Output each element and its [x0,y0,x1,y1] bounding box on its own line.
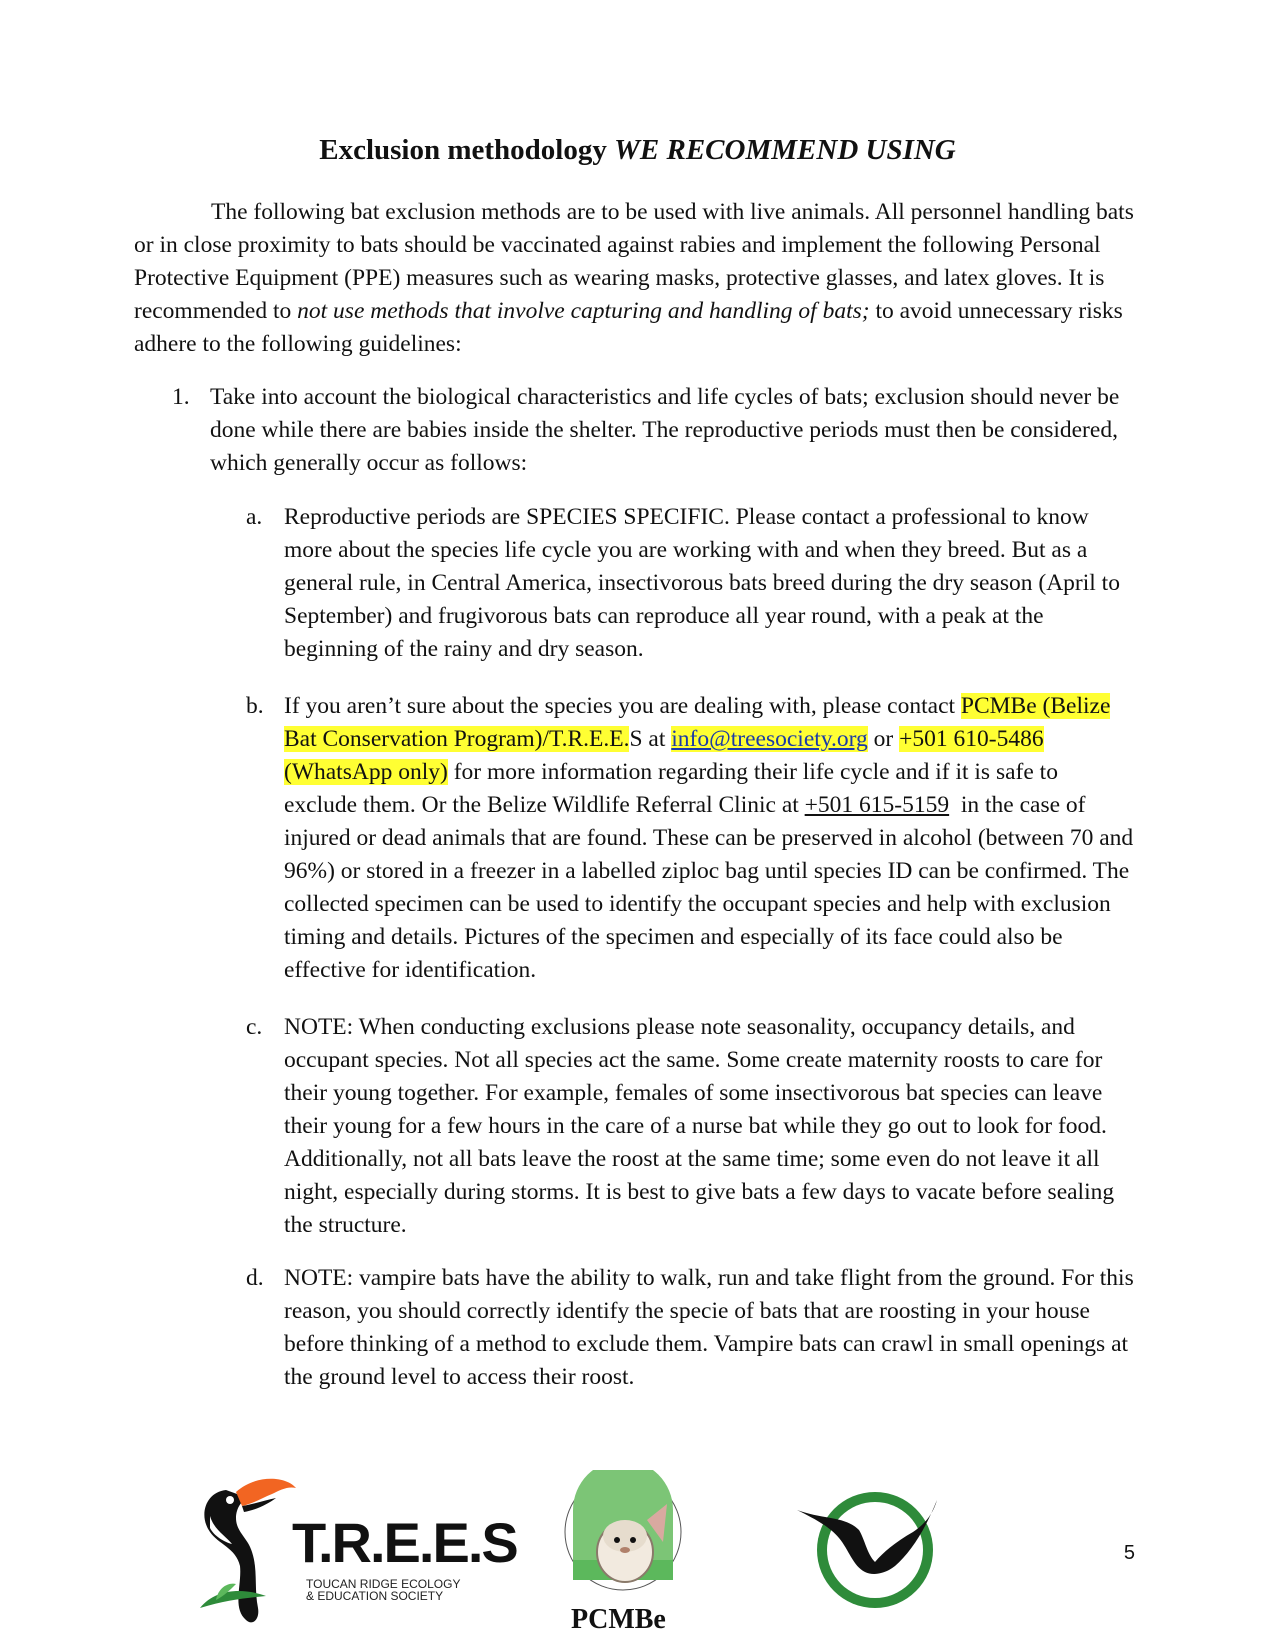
sublist-item-text: NOTE: vampire bats have the ability to walk, run and take flight from the ground. For this reason, you should correctly identify the specie of bats that are roosting in your house before thinking of a method to exclude them. Vampire bats can crawl in small openings at the ground level to access their roost. [284,1265,1134,1390]
sublist-item-b [246,690,1140,987]
list-number: 1. [172,384,190,410]
bat-face-icon [555,1470,695,1600]
sublist-item-text: Reproductive periods are SPECIES SPECIFIC. Please contact a professional to know more about the species life cycle you are working with and when they breed. But as a general rule, in Central America, insectivorous bats breed during the dry season (April to September) and frugivorous bats can reproduce all year round, with a peak at the beginning of the rainy and dry season. [284,504,1120,662]
sub-b-text-1: If you aren’t sure about the species you are dealing with, please contact [284,693,961,719]
flying-bat-icon [795,1470,945,1620]
list-item-1 [172,381,1142,480]
sublist-item-a [246,501,1136,666]
pcmbe-logo [555,1470,695,1640]
email-link[interactable]: info@treesociety.org [671,726,868,752]
trees-logo [196,1470,517,1630]
trees-logo-line2: & EDUCATION SOCIETY [306,1589,444,1603]
highlighted-whatsapp: +501 610-5486 (WhatsApp only) [284,726,1044,785]
footer-logos [0,1470,1275,1640]
page-number: 5 [1123,1542,1135,1564]
sublist-letter: c. [246,1014,263,1040]
intro-text-2: to avoid unnecessary risks adhere to the following guidelines: [134,298,1123,357]
list-item-text: Take into account the biological characteristics and life cycles of bats; exclusion should never be done while there are babies inside the shelter. The reproductive periods must then be considered, which generally occur as follows: [210,384,1120,476]
title-emphasis: WE RECOMMEND USING [614,134,956,166]
intro-italic: not use methods that involve capturing and handling of bats; [297,298,870,324]
page-title [0,134,1275,167]
sublist-item-text [284,690,1140,987]
intro-text-1: The following bat exclusion methods are to be used with live animals. All personnel handling bats or in close proximity to bats should be vaccinated against rabies and implement the following Personal Protective Equipment (PPE) measures such as wearing masks, protective glasses, and latex gloves. It is recommended to [134,199,1134,324]
sublist-item-c [246,1011,1136,1242]
sublist-letter: b. [246,693,264,719]
relcom-logo [795,1470,945,1640]
sub-b-text-2: S at [629,726,672,752]
sublist-letter: a. [246,504,263,530]
trees-logo-line1: TOUCAN RIDGE ECOLOGY [306,1577,461,1591]
sublist-item-text: NOTE: When conducting exclusions please note seasonality, occupancy details, and occupant species. Not all species act the same. Some create maternity roosts to care for their young together. For example, females of some insectivorous bat species can leave their young for a few hours in the care of a nurse bat while they go out to look for food. Additionally, not all bats leave the roost at the same time; some even do not leave it all night, especially during storms. It is best to give bats a few days to vacate before sealing the structure. [284,1014,1115,1238]
sub-b-text-3: or [867,726,900,752]
sub-b-text-5: in the case of injured or dead animals that are found. These can be preserved in alcohol (between 70 and 96%) or stored in a freezer in a labelled ziploc bag until species ID can be confirmed. The collected specimen can be used to identify the occupant species and help with exclusion timing and details. Pictures of the specimen and especially of its face could also be effective for identification. [284,792,1140,983]
sublist-item-d [246,1262,1136,1394]
clinic-phone-link[interactable]: +501 615-5159 [804,792,950,818]
sublist-letter: d. [246,1265,264,1291]
intro-paragraph [134,196,1144,361]
pcmbe-logo-name: PCMBe [571,1604,666,1635]
sub-b-text-4: for more information regarding their life cycle and if it is safe to exclude them. Or the Belize Wildlife Referral Clinic at [284,759,1058,818]
title-main: Exclusion methodology [319,134,607,166]
highlighted-contact: PCMBe (Belize Bat Conservation Program)/T.R.E.E. [284,693,1111,752]
trees-logo-name: T.R.E.E.S [292,1511,517,1574]
